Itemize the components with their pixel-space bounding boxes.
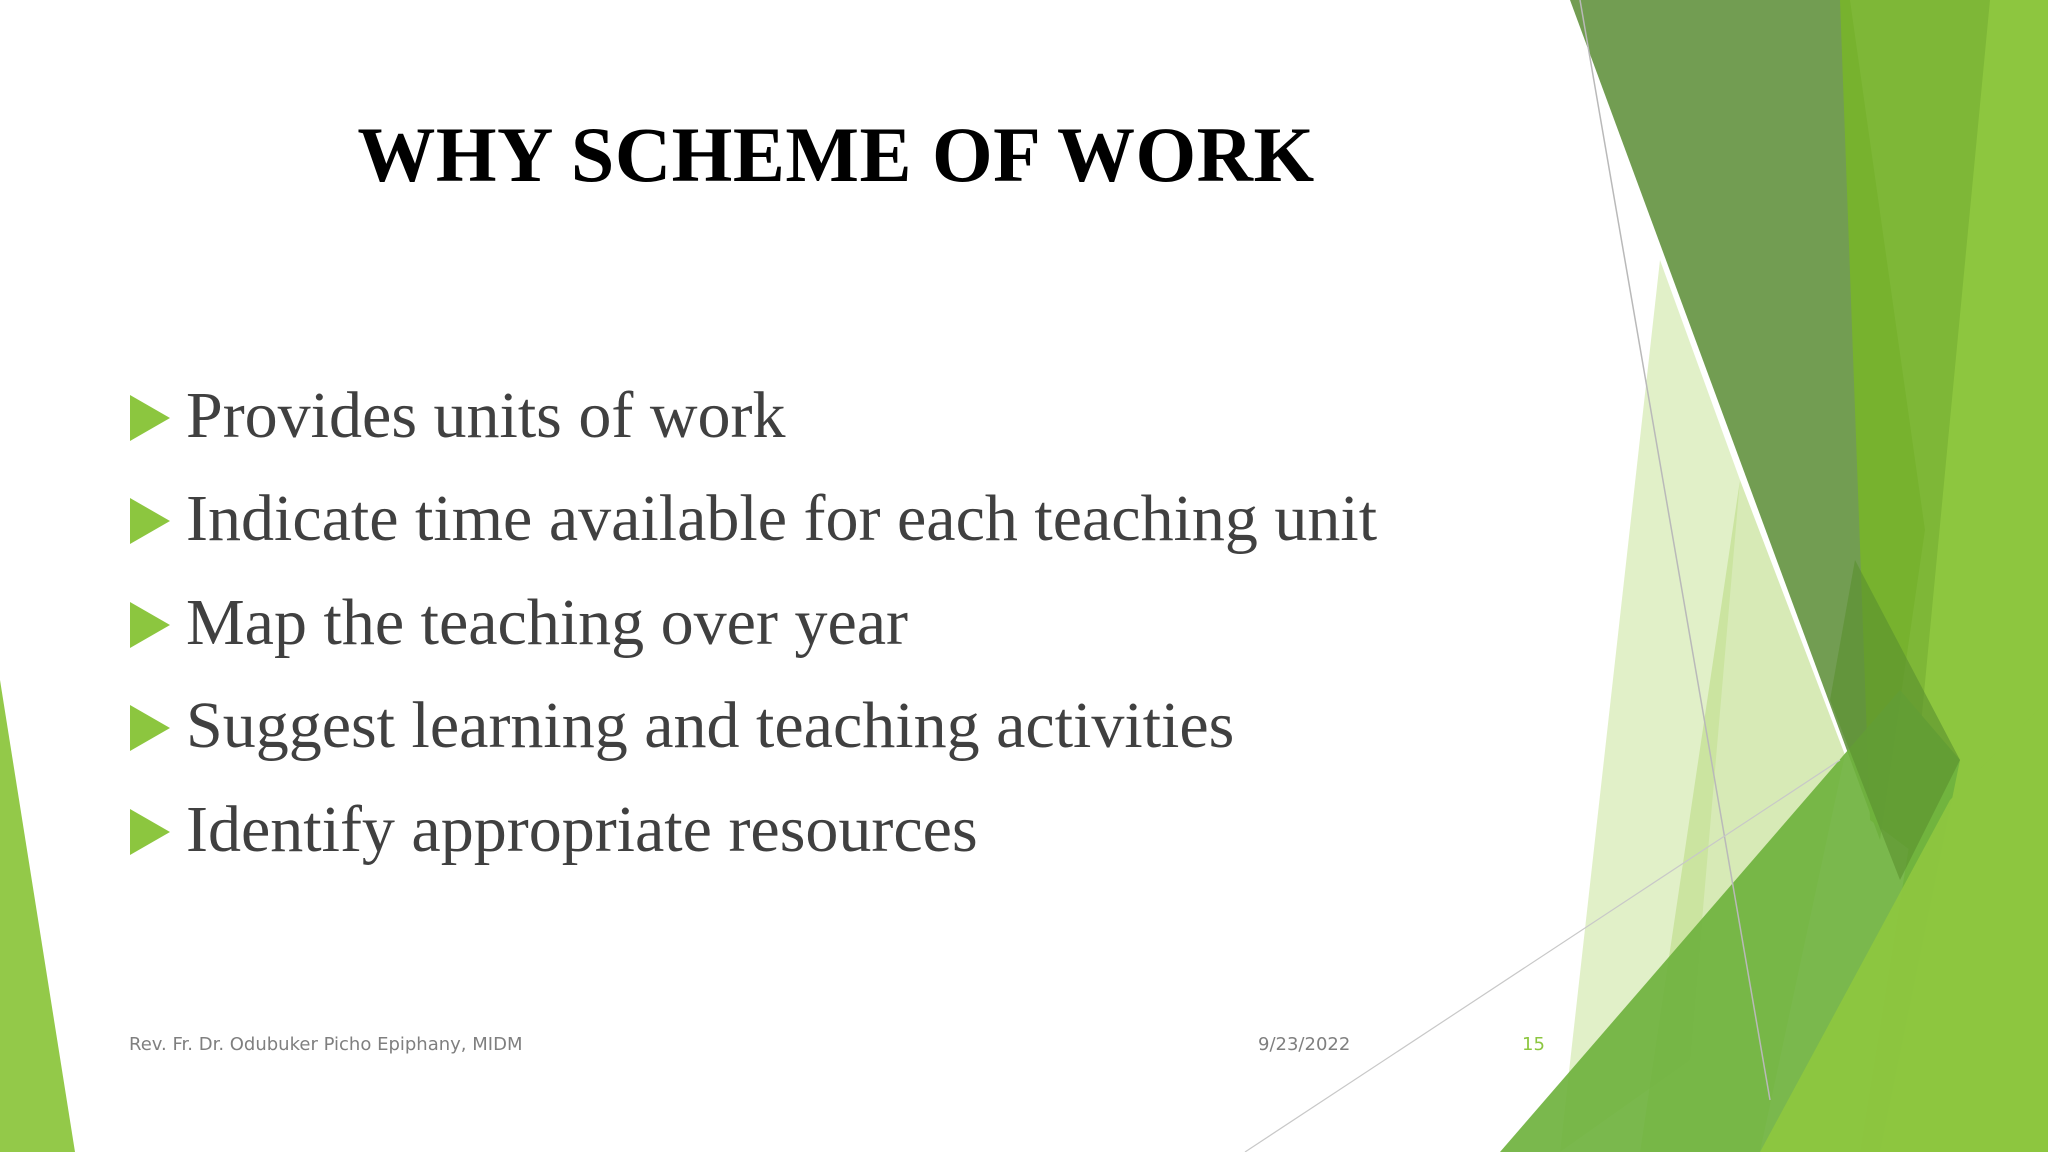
list-item: [130, 778, 1377, 882]
green-triangle-arrow-icon: [130, 498, 170, 544]
green-triangle-arrow-icon: [130, 809, 170, 855]
green-triangle-arrow-icon: [130, 705, 170, 751]
bullet-list: [130, 364, 1377, 882]
list-item: [130, 571, 1377, 675]
footer-author: Rev. Fr. Dr. Odubuker Picho Epiphany, MIDM: [129, 1034, 523, 1055]
list-item: [130, 675, 1377, 779]
list-item: [130, 364, 1377, 468]
list-item: [130, 468, 1377, 572]
bullet-text: Indicate time available for each teaching unit: [186, 482, 1378, 556]
green-triangle-arrow-icon: [130, 395, 170, 441]
slide-number: 15: [1522, 1034, 1545, 1055]
footer-date: 9/23/2022: [1258, 1034, 1351, 1055]
bullet-text: Suggest learning and teaching activities: [186, 689, 1235, 763]
green-triangle-arrow-icon: [130, 602, 170, 648]
bullet-text: Map the teaching over year: [186, 585, 909, 659]
bullet-text: Identify appropriate resources: [186, 792, 978, 866]
slide-title: WHY SCHEME OF WORK: [357, 111, 1315, 198]
bullet-text: Provides units of work: [186, 378, 786, 452]
